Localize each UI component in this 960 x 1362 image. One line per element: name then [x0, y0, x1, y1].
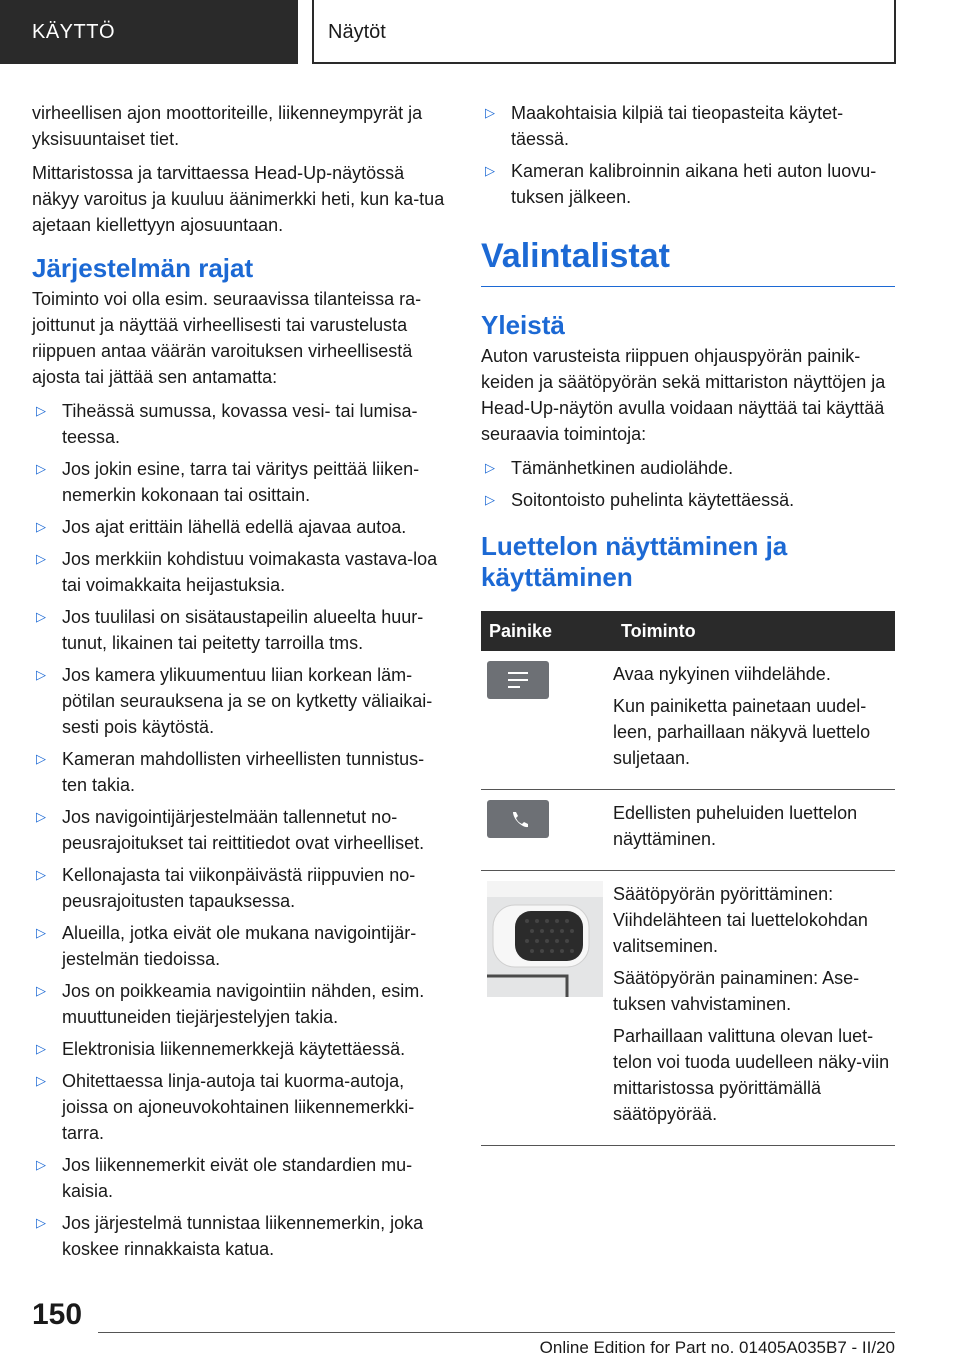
page-number: 150 — [32, 1298, 83, 1331]
list-item-text: Jos kamera ylikuumentuu liian korkean läm-pötilan seurauksena ja se on kytketty väliaikai-sesti pois käytöstä. — [62, 665, 433, 737]
page-header — [0, 0, 960, 66]
list-item-text: Jos ajat erittäin lähellä edellä ajavaa autoa. — [62, 517, 407, 537]
list-item-text: Ohitettaessa linja-autoja tai kuorma-autoja, joissa on ajoneuvokohtainen liikennemerkki-tarra. — [62, 1071, 415, 1143]
right-column — [481, 100, 895, 1146]
list-item-text: Jos järjestelmä tunnistaa liikennemerkin, joka koskee rinnakkaista katua. — [62, 1213, 424, 1259]
table-cell-text — [613, 651, 895, 790]
phone-icon — [487, 800, 549, 838]
list-item — [481, 487, 895, 513]
triangle-bullet-icon: ▷ — [485, 460, 495, 475]
function-text: Kun painiketta painetaan uudel-leen, parhaillaan näkyvä luettelo suljetaan. — [613, 696, 871, 768]
function-text: Edellisten puheluiden luettelon näyttäminen. — [613, 803, 858, 849]
list-item-text: Jos jokin esine, tarra tai väritys peittää liiken-nemerkin kokonaan tai osittain. — [62, 459, 420, 505]
table-cell-icon — [481, 651, 613, 790]
chapter-tab: Näytöt — [312, 0, 896, 64]
triangle-bullet-icon: ▷ — [36, 551, 46, 566]
list-item-text: Alueilla, jotka eivät ole mukana navigointijär-jestelmän tiedoissa. — [62, 923, 417, 969]
list-item-text: Jos on poikkeamia navigointiin nähden, esim. muuttuneiden tiejärjestelyjen takia. — [62, 981, 425, 1027]
list-item — [32, 1036, 448, 1062]
list-item — [481, 100, 895, 152]
paragraph: Mittaristossa ja tarvittaessa Head-Up-näytössä näkyy varoitus ja kuuluu äänimerkki heti, kun ka-tua ajetaan kiellettyyn ajosuuntaan. — [32, 163, 445, 235]
function-text: Avaa nykyinen viihdelähde. — [613, 664, 831, 684]
triangle-bullet-icon: ▷ — [485, 163, 495, 178]
list-item — [32, 546, 448, 598]
list-item-text: Soitontoisto puhelinta käytettäessä. — [511, 490, 795, 510]
triangle-bullet-icon: ▷ — [36, 461, 46, 476]
list-item — [32, 398, 448, 450]
list-item — [32, 920, 448, 972]
list-item-text: Jos navigointijärjestelmään tallennetut no-peusrajoitukset tai reittitiedot ovat virheelliset. — [62, 807, 425, 853]
function-text: Säätöpyörän painaminen: Ase-tuksen vahvistaminen. — [613, 968, 860, 1014]
list-item — [32, 804, 448, 856]
list-icon — [487, 661, 549, 699]
triangle-bullet-icon: ▷ — [36, 809, 46, 824]
list-item — [481, 455, 895, 481]
table-row — [481, 790, 895, 871]
list-item-text: Kellonajasta tai viikonpäivästä riippuvien no-peusrajoitusten tapauksessa. — [62, 865, 416, 911]
triangle-bullet-icon: ▷ — [36, 519, 46, 534]
list-item — [32, 978, 448, 1030]
list-item-text: Jos merkkiin kohdistuu voimakasta vastava-loa tai voimakkaita heijastuksia. — [62, 549, 438, 595]
list-item-text: Elektronisia liikennemerkkejä käytettäessä. — [62, 1039, 406, 1059]
table-cell-text — [613, 871, 895, 1146]
section-heading: Järjestelmän rajat — [32, 253, 254, 283]
list-item-text: Jos tuulilasi on sisätaustapeilin alueelta huur-tunut, likainen tai peitetty tarroilla tms. — [62, 607, 424, 653]
triangle-bullet-icon: ▷ — [36, 751, 46, 766]
table-cell-icon — [481, 871, 613, 1146]
paragraph: Toiminto voi olla esim. seuraavissa tilanteissa ra-joittunut ja näyttää virheellisesti tai varustelusta riippuen antaa väärän varoituksen virheellisestä ajosta tai jättää sen antamatta: — [32, 289, 422, 387]
triangle-bullet-icon: ▷ — [36, 1157, 46, 1172]
triangle-bullet-icon: ▷ — [36, 1041, 46, 1056]
section-tab: KÄYTTÖ — [0, 0, 298, 64]
list-item — [32, 1210, 448, 1262]
triangle-bullet-icon: ▷ — [36, 1215, 46, 1230]
triangle-bullet-icon: ▷ — [36, 867, 46, 882]
table-cell-icon — [481, 790, 613, 871]
section-heading: Yleistä — [481, 310, 565, 340]
list-item — [32, 862, 448, 914]
list-item — [32, 1152, 448, 1204]
list-item-text: Kameran kalibroinnin aikana heti auton luovu-tuksen jälkeen. — [511, 161, 877, 207]
thumbwheel-image — [487, 881, 603, 997]
triangle-bullet-icon: ▷ — [36, 403, 46, 418]
table-cell-text — [613, 790, 895, 871]
function-text: Säätöpyörän pyörittäminen: Viihdelähteen tai luettelokohdan valitseminen. — [613, 884, 868, 956]
column-header-button: Painike — [481, 611, 613, 651]
list-item — [32, 514, 448, 540]
triangle-bullet-icon: ▷ — [36, 925, 46, 940]
triangle-bullet-icon: ▷ — [36, 1073, 46, 1088]
table-row — [481, 651, 895, 790]
list-item-text: Jos liikennemerkit eivät ole standardien mu-kaisia. — [62, 1155, 413, 1201]
table-row — [481, 871, 895, 1146]
limitations-list-continued — [481, 100, 895, 210]
list-item-text: Tiheässä sumussa, kovassa vesi- tai lumisa-teessa. — [62, 401, 418, 447]
triangle-bullet-icon: ▷ — [36, 609, 46, 624]
function-text: Parhaillaan valittuna olevan luet-telon voi tuoda uudelleen näky-viin mittaristossa pyörittämällä säätöpyörää. — [613, 1026, 890, 1124]
section-heading: Luettelon näyttäminen ja käyttäminen — [481, 531, 788, 592]
column-header-function: Toiminto — [613, 611, 895, 651]
triangle-bullet-icon: ▷ — [485, 105, 495, 120]
triangle-bullet-icon: ▷ — [485, 492, 495, 507]
list-item-text: Maakohtaisia kilpiä tai tieopasteita käytet-täessä. — [511, 103, 844, 149]
list-item — [481, 158, 895, 210]
chapter-heading: Valintalistat — [481, 236, 895, 287]
list-item-text: Tämänhetkinen audiolähde. — [511, 458, 734, 478]
list-item-text: Kameran mahdollisten virheellisten tunnistus-ten takia. — [62, 749, 425, 795]
limitations-list — [32, 398, 448, 1262]
triangle-bullet-icon: ▷ — [36, 983, 46, 998]
left-column — [32, 100, 448, 1268]
list-item — [32, 662, 448, 740]
triangle-bullet-icon: ▷ — [36, 667, 46, 682]
list-item — [32, 1068, 448, 1146]
paragraph: virheellisen ajon moottoriteille, liikenneympyrät ja yksisuuntaiset tiet. — [32, 103, 423, 149]
list-item — [32, 456, 448, 508]
table-header-row — [481, 611, 895, 651]
button-function-table — [481, 611, 895, 1146]
functions-list — [481, 455, 895, 513]
paragraph: Auton varusteista riippuen ohjauspyörän painik-keiden ja säätöpyörän sekä mittariston näyttöjen ja Head-Up-näytön avulla voidaan näyttää tai käyttää seuraavia toimintoja: — [481, 346, 886, 444]
list-item — [32, 604, 448, 656]
edition-note: Online Edition for Part no. 01405A035B7 - II/20 — [539, 1338, 895, 1357]
list-item — [32, 746, 448, 798]
footer-divider — [98, 1332, 895, 1333]
